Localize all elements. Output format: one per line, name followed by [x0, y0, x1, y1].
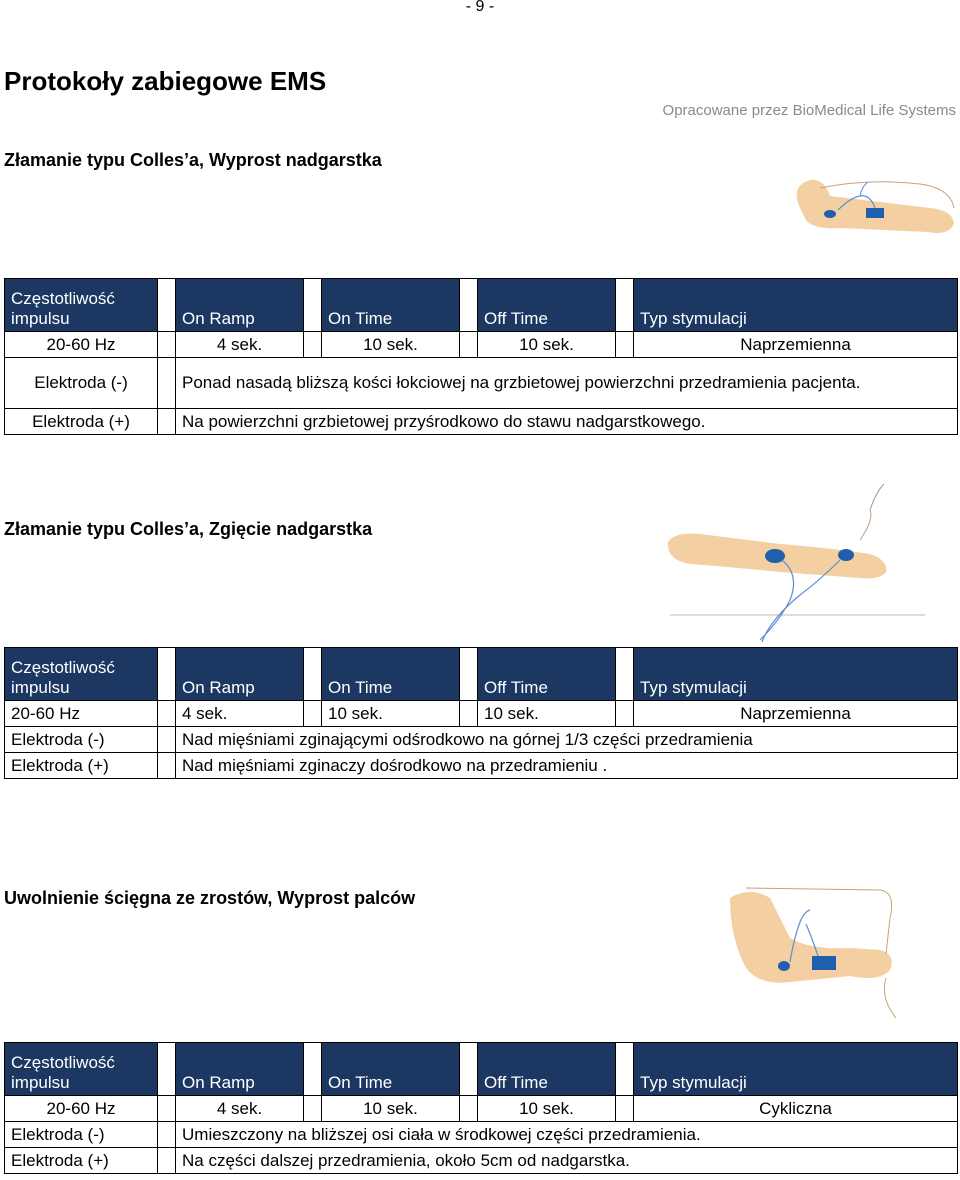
table-row [5, 701, 958, 727]
electrode-negative-description: Ponad nasadą bliższą kości łokciowej na grzbietowej powierzchni przedramienia pacjenta. [176, 358, 958, 409]
electrode-positive [778, 961, 790, 971]
header-on-time: On Time [322, 648, 460, 701]
header-on-ramp: On Ramp [176, 1043, 304, 1096]
table-row [5, 409, 958, 435]
electrode-positive-description: Na powierzchni grzbietowej przyśrodkowo do stawu nadgarstkowego. [176, 409, 958, 435]
section-2-title: Złamanie typu Colles’a, Zgięcie nadgarstka [4, 519, 373, 539]
arm-illustration-2 [660, 480, 940, 645]
header-off-time: Off Time [478, 648, 616, 701]
document-title: Protokoły zabiegowe EMS [4, 66, 327, 96]
author-note: Opracowane przez BioMedical Life Systems [662, 102, 956, 119]
electrode-positive-description: Nad mięśniami zginaczy dośrodkowo na przedramieniu . [176, 753, 958, 779]
electrode-negative [765, 549, 785, 563]
stimulation-type-value: Naprzemienna [634, 701, 958, 727]
header-stimulation-type: Typ stymulacji [634, 1043, 958, 1096]
header-stimulation-type: Typ stymulacji [634, 279, 958, 332]
table-row [5, 332, 958, 358]
electrode-negative-label: Elektroda (-) [5, 1122, 158, 1148]
table-row [5, 1122, 958, 1148]
stimulation-type-value: Cykliczna [634, 1096, 958, 1122]
protocol-table-1 [4, 278, 958, 435]
header-off-time: Off Time [478, 279, 616, 332]
protocol-table-3 [4, 1042, 958, 1174]
on-time-value: 10 sek. [322, 701, 460, 727]
header-frequency: Częstotliwość impulsu [5, 648, 158, 701]
on-ramp-value: 4 sek. [176, 332, 304, 358]
table-row [5, 1148, 958, 1174]
electrode-negative [866, 208, 884, 218]
electrode-negative-description: Nad mięśniami zginającymi odśrodkowo na górnej 1/3 części przedramienia [176, 727, 958, 753]
electrode-negative-description: Umieszczony na bliższej osi ciała w środkowej części przedramienia. [176, 1122, 958, 1148]
table-row [5, 727, 958, 753]
table-row [5, 358, 958, 409]
header-frequency: Częstotliwość impulsu [5, 279, 158, 332]
header-on-ramp: On Ramp [176, 279, 304, 332]
on-ramp-value: 4 sek. [176, 1096, 304, 1122]
table-row [5, 753, 958, 779]
electrode-negative-label: Elektroda (-) [5, 358, 158, 409]
on-ramp-value: 4 sek. [176, 701, 304, 727]
header-stimulation-type: Typ stymulacji [634, 648, 958, 701]
electrode-positive-label: Elektroda (+) [5, 1148, 158, 1174]
frequency-value: 20-60 Hz [5, 332, 158, 358]
stimulation-type-value: Naprzemienna [634, 332, 958, 358]
electrode-positive-label: Elektroda (+) [5, 409, 158, 435]
section-3-title: Uwolnienie ścięgna ze zrostów, Wyprost palców [4, 888, 416, 908]
header-on-ramp: On Ramp [176, 648, 304, 701]
off-time-value: 10 sek. [478, 1096, 616, 1122]
electrode-positive [838, 549, 854, 561]
frequency-value: 20-60 Hz [5, 701, 158, 727]
electrode-positive-label: Elektroda (+) [5, 753, 158, 779]
electrode-positive-description: Na części dalszej przedramienia, około 5cm od nadgarstka. [176, 1148, 958, 1174]
arm-illustration-3 [700, 878, 910, 1028]
header-frequency: Częstotliwość impulsu [5, 1043, 158, 1096]
on-time-value: 10 sek. [322, 332, 460, 358]
electrode-positive [824, 210, 836, 218]
header-off-time: Off Time [478, 1043, 616, 1096]
electrode-negative-label: Elektroda (-) [5, 727, 158, 753]
header-on-time: On Time [322, 279, 460, 332]
page-number: - 9 - [465, 0, 495, 15]
protocol-table-2 [4, 647, 958, 779]
section-1-title: Złamanie typu Colles’a, Wyprost nadgarstka [4, 150, 382, 170]
off-time-value: 10 sek. [478, 701, 616, 727]
electrode-negative [812, 956, 836, 970]
frequency-value: 20-60 Hz [5, 1096, 158, 1122]
on-time-value: 10 sek. [322, 1096, 460, 1122]
table-row [5, 1096, 958, 1122]
off-time-value: 10 sek. [478, 332, 616, 358]
header-on-time: On Time [322, 1043, 460, 1096]
arm-illustration-1 [780, 168, 960, 246]
